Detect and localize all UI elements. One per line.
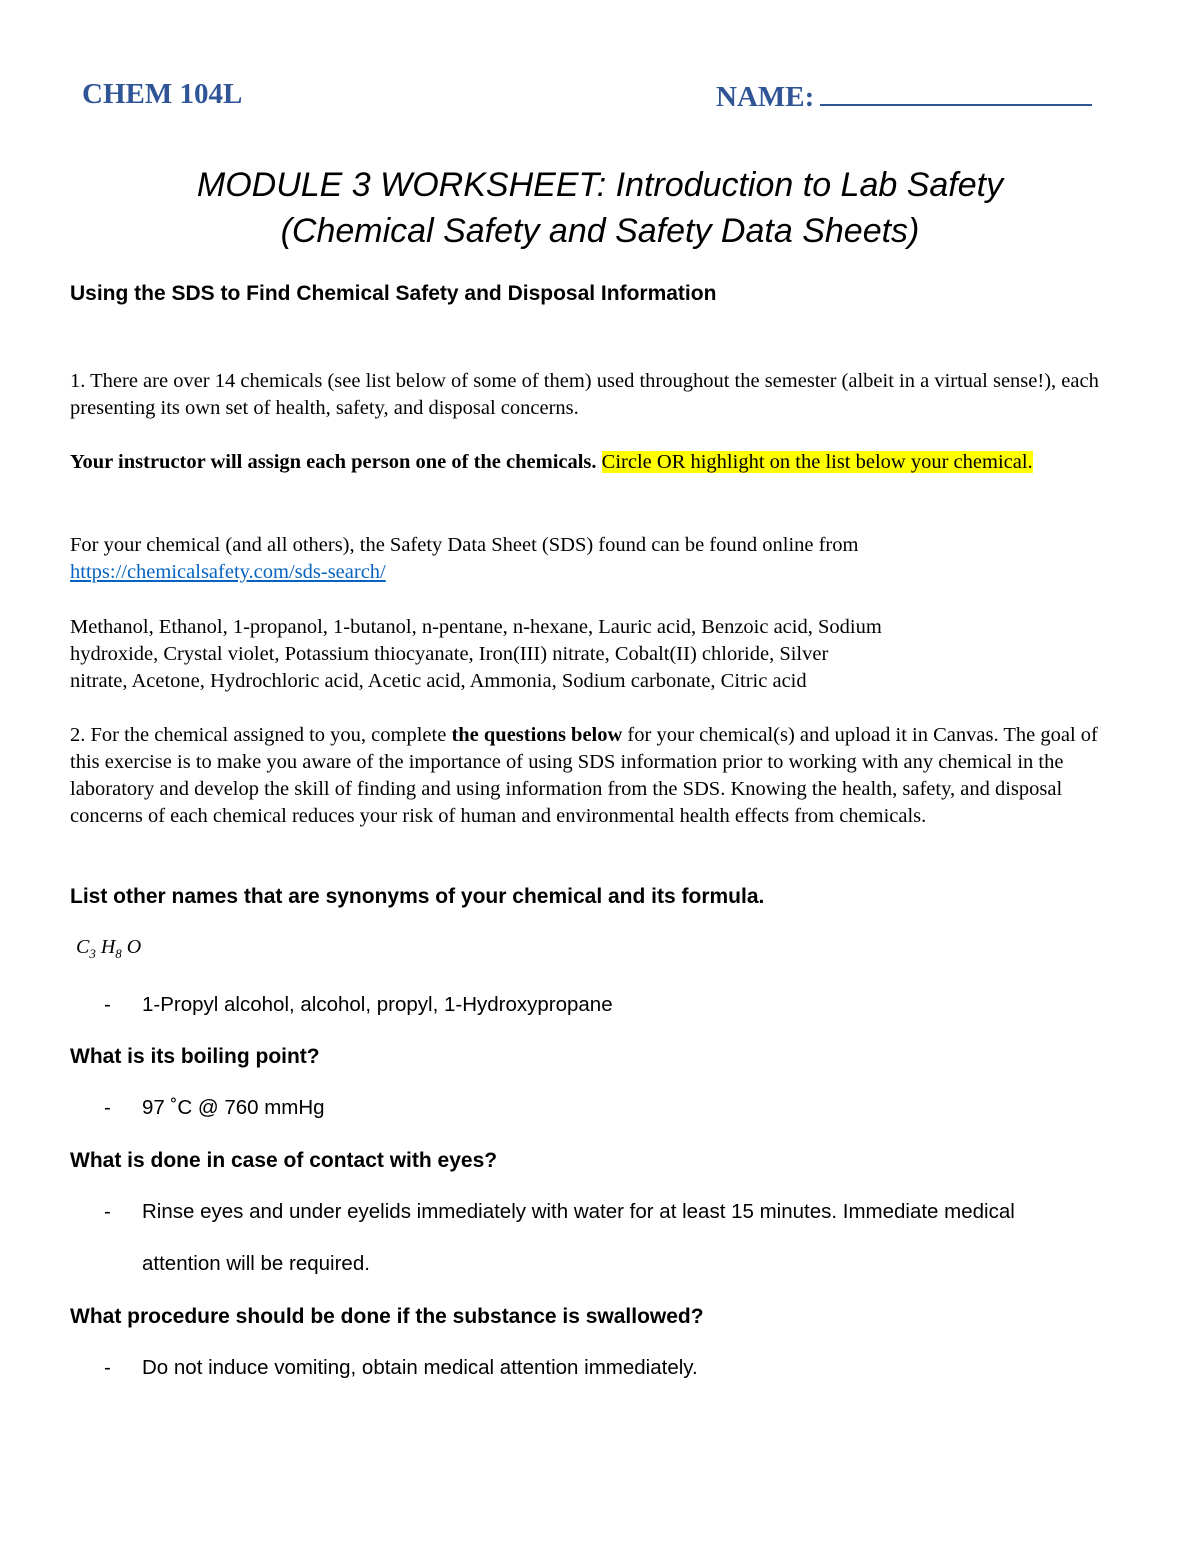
question-synonyms: List other names that are synonyms of your chemical and its formula. (70, 885, 765, 908)
name-label: NAME: (716, 81, 815, 113)
question-eye-contact: What is done in case of contact with eyes? (70, 1149, 498, 1172)
question-swallowed: What procedure should be done if the substance is swallowed? (70, 1305, 704, 1328)
bullet-dash: - (104, 1096, 111, 1119)
chemical-list (70, 614, 1130, 695)
bullet-dash: - (104, 1356, 111, 1379)
answer-text: Do not induce vomiting, obtain medical attention immediately. (142, 1356, 698, 1379)
bullet-dash: - (104, 993, 111, 1016)
course-code: CHEM 104L (82, 78, 243, 110)
sds-search-link[interactable]: https://chemicalsafety.com/sds-search/ (70, 561, 386, 583)
highlighted-instruction: Circle OR highlight on the list below your chemical. (601, 451, 1033, 473)
bullet-dash: - (104, 1200, 111, 1223)
intro-paragraph: 1. There are over 14 chemicals (see list below of some of them) used throughout the semester (albeit in a virtual sense!), each presenting its own set of health, safety, and disposal concerns. (70, 370, 1099, 419)
answer-swallowed (104, 1342, 1084, 1394)
chemical-list-line-1: Methanol, Ethanol, 1-propanol, 1-butanol, n-pentane, n-hexane, Lauric acid, Benzoic acid, Sodium (70, 616, 882, 638)
question-boiling-point: What is its boiling point? (70, 1045, 320, 1068)
answer-eye-contact (104, 1186, 1084, 1290)
answer-text: 97 ˚C @ 760 mmHg (142, 1096, 325, 1119)
assignment-bold-text: Your instructor will assign each person one of the chemicals. (70, 451, 597, 473)
page-title (0, 162, 1200, 254)
answer-text: Rinse eyes and under eyelids immediately with water for at least 15 minutes. Immediate medical attention will be required. (142, 1200, 1015, 1275)
name-field (716, 78, 1092, 114)
sds-text: For your chemical (and all others), the Safety Data Sheet (SDS) found can be found online from (70, 534, 859, 556)
sds-paragraph (70, 532, 1130, 586)
name-blank-line[interactable] (820, 78, 1092, 106)
instructions-text-after: for your chemical(s) and upload it in Canvas. The goal of this exercise is to make you aware of the importance of using SDS information prior to working with any chemical in the laboratory and develop the skill of finding and using information from the SDS. Knowing the health, safety, and disposal concerns of each chemical reduces your risk of human and environmental health effects from chemicals. (70, 724, 1098, 827)
title-line-2: (Chemical Safety and Safety Data Sheets) (280, 212, 920, 250)
answer-text: 1-Propyl alcohol, alcohol, propyl, 1-Hydroxypropane (142, 993, 613, 1016)
section-title: Using the SDS to Find Chemical Safety and Disposal Information (70, 282, 717, 305)
answer-synonyms (104, 979, 1084, 1031)
title-line-1: MODULE 3 WORKSHEET: Introduction to Lab Safety (196, 166, 1004, 204)
instructions-paragraph (70, 722, 1130, 830)
assignment-paragraph (70, 449, 1130, 476)
chemical-list-line-2: hydroxide, Crystal violet, Potassium thiocyanate, Iron(III) nitrate, Cobalt(II) chloride, Silver (70, 643, 829, 665)
instructions-text-before: 2. For the chemical assigned to you, complete (70, 724, 452, 746)
header (82, 78, 1122, 118)
chemical-formula: $C_3$ $H_8$ O (76, 936, 142, 961)
instructions-bold: the questions below (451, 724, 623, 746)
answer-boiling-point (104, 1082, 1084, 1134)
chemical-list-line-3: nitrate, Acetone, Hydrochloric acid, Acetic acid, Ammonia, Sodium carbonate, Citric acid (70, 670, 807, 692)
